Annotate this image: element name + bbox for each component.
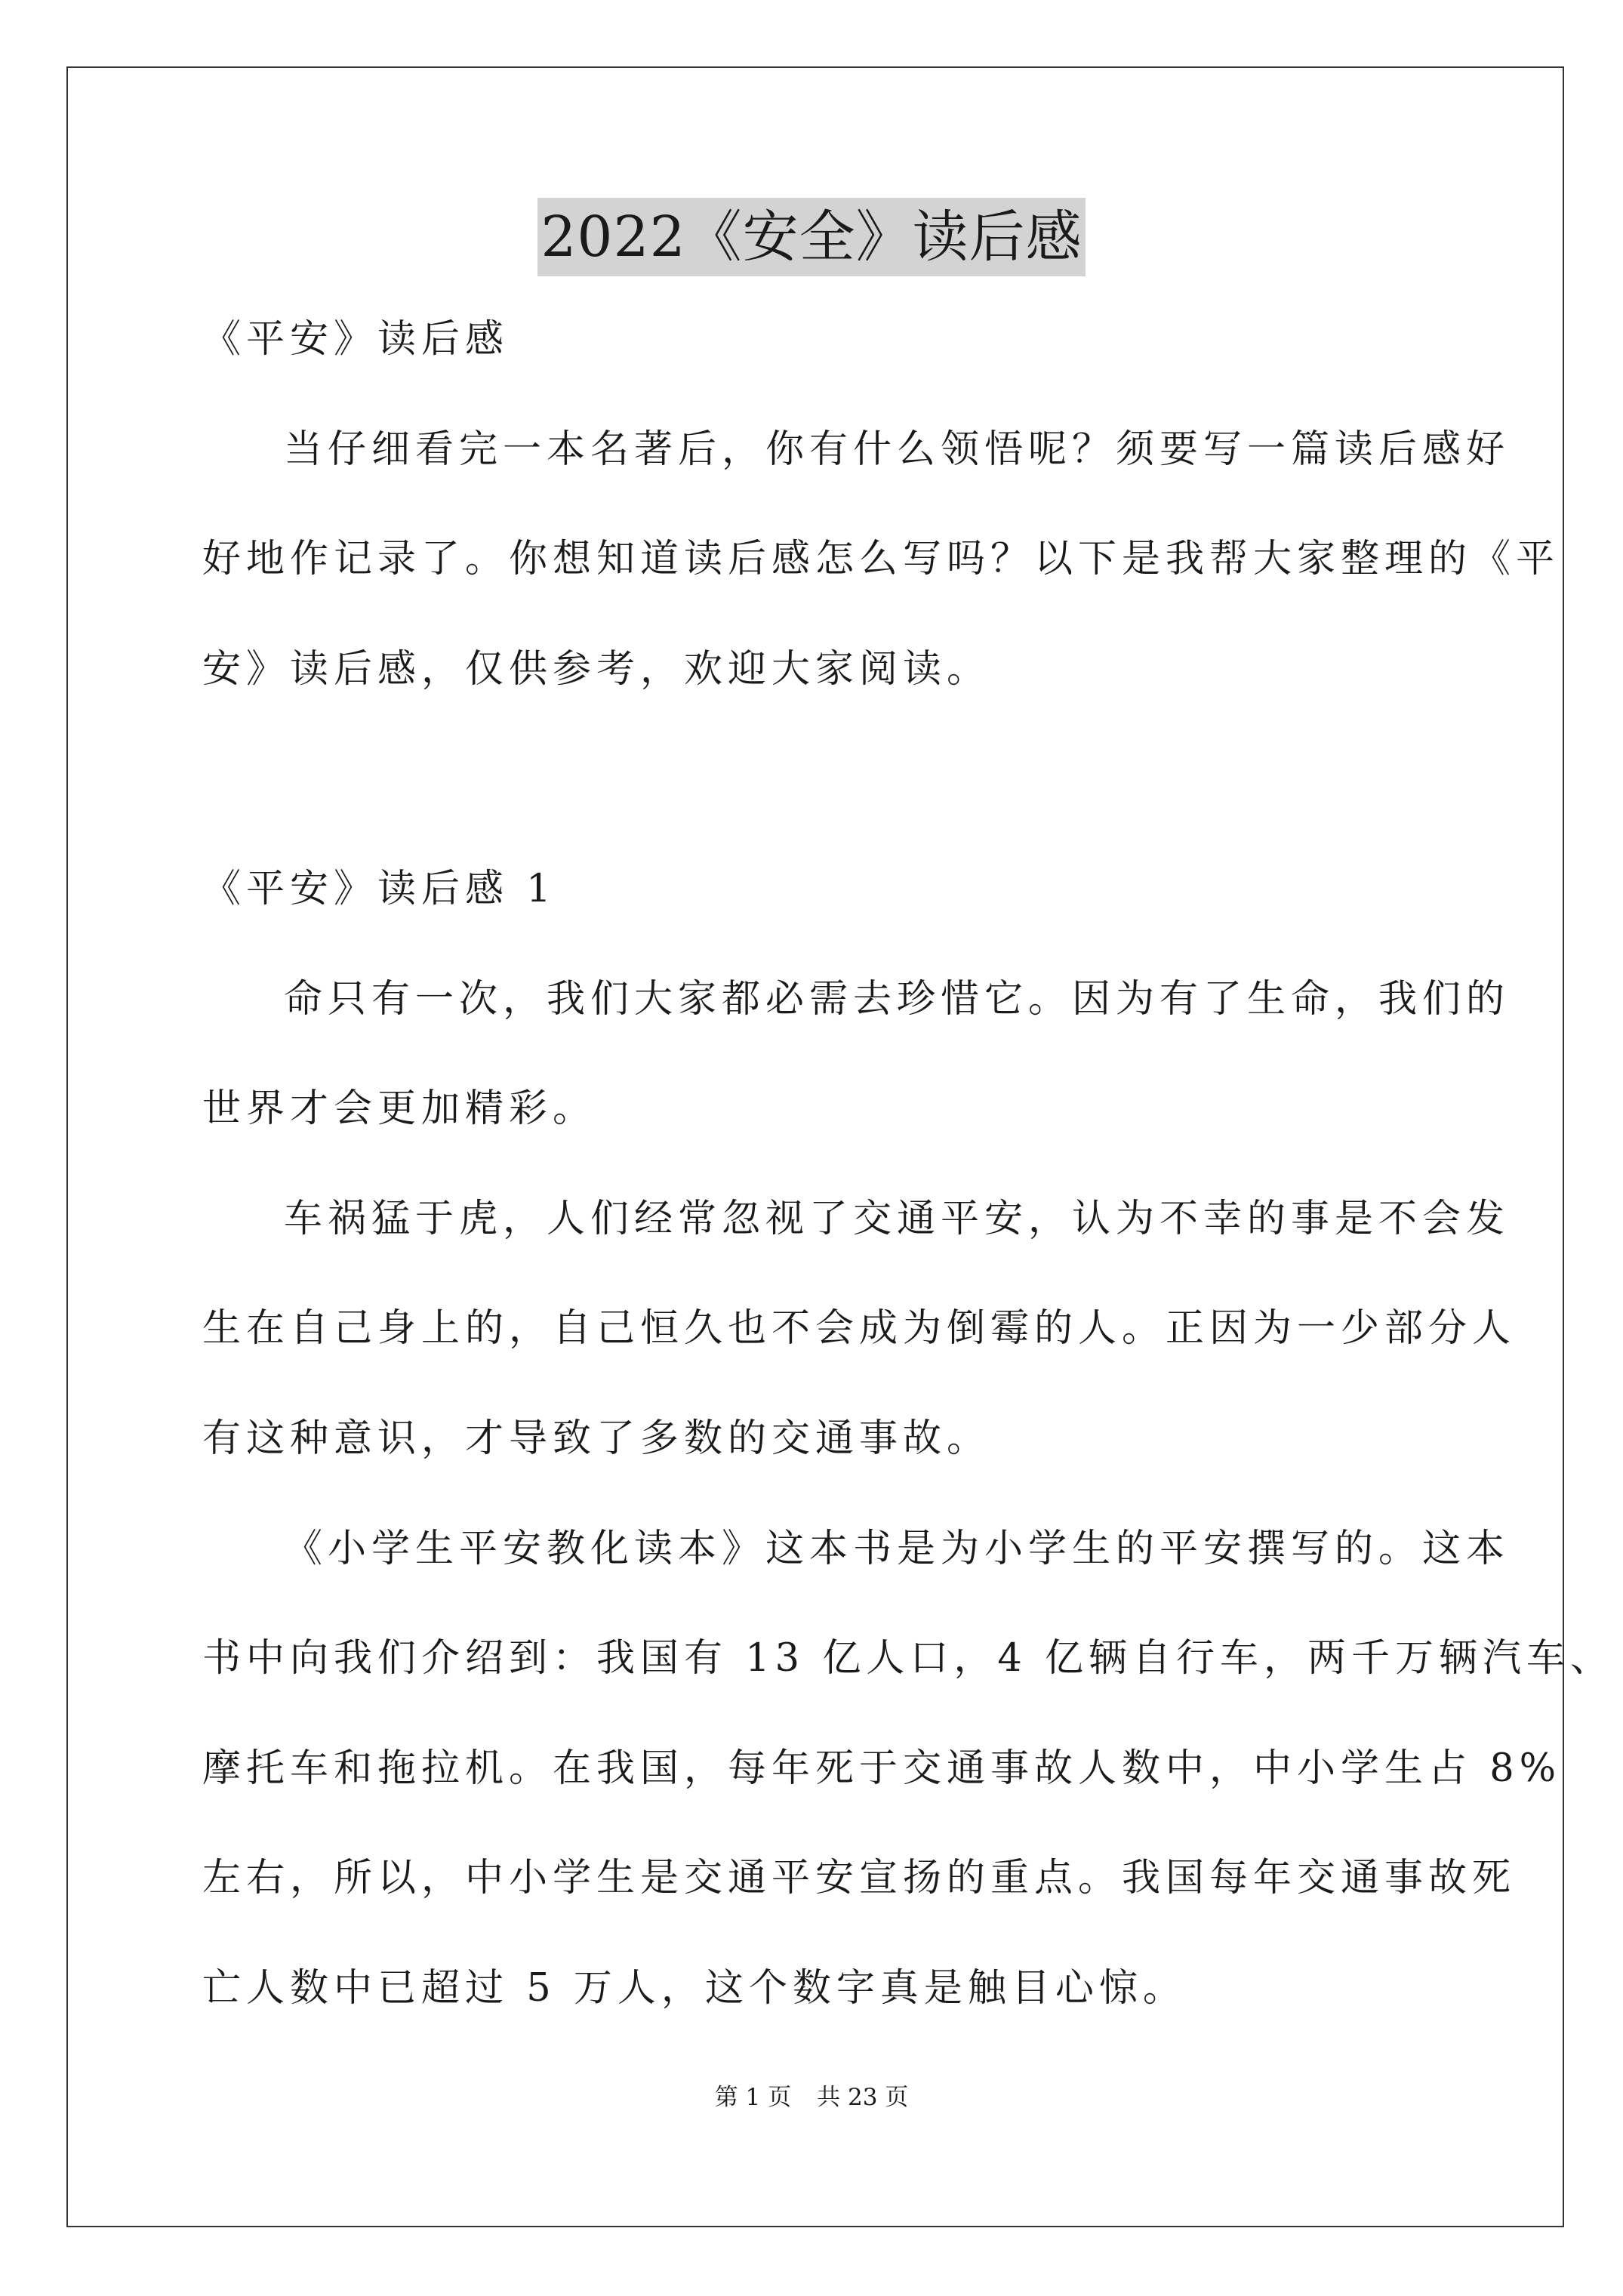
total-pages: 共 23 页: [817, 2084, 909, 2111]
paragraph-line: 书中向我们介绍到：我国有 13 亿人口，4 亿辆自行车，两千万辆汽车、: [202, 1636, 1614, 1681]
paragraph-line: 生在自己身上的，自己恒久也不会成为倒霉的人。正因为一少部分人: [202, 1306, 1517, 1351]
paragraph-line: 命只有一次，我们大家都必需去珍惜它。因为有了生命，我们的: [284, 976, 1511, 1022]
paragraph-line: 摩托车和拖拉机。在我国，每年死于交通事故人数中，中小学生占 8%: [202, 1746, 1562, 1791]
paragraph-line: 亡人数中已超过 5 万人，这个数字真是触目心惊。: [202, 1965, 1187, 2011]
paragraph-line: 《小学生平安教化读本》这本书是为小学生的平安撰写的。这本: [284, 1526, 1511, 1571]
paragraph-line: 车祸猛于虎，人们经常忽视了交通平安，认为不幸的事是不会发: [284, 1196, 1511, 1241]
blank-line: [202, 751, 1442, 861]
paragraph-line: 世界才会更加精彩。: [202, 1086, 597, 1132]
document-title: 2022《安全》读后感: [537, 198, 1085, 276]
paragraph-line: 有这种意识，才导致了多数的交通事故。: [202, 1416, 991, 1461]
title-container: [0, 198, 1623, 276]
paragraph-line: 当仔细看完一本名著后，你有什么领悟呢？须要写一篇读后感好: [284, 427, 1511, 472]
section-heading: 《平安》读后感: [202, 317, 510, 362]
page-footer: [0, 2081, 1623, 2114]
paragraph-line: 安》读后感，仅供参考，欢迎大家阅读。: [202, 646, 991, 692]
section-heading: 《平安》读后感 1: [202, 866, 556, 911]
page-number: 第 1 页: [714, 2084, 792, 2111]
paragraph-line: 左右，所以，中小学生是交通平安宣扬的重点。我国每年交通事故死: [202, 1856, 1517, 1901]
paragraph-line: 好地作记录了。你想知道读后感怎么写吗？以下是我帮大家整理的《平: [202, 537, 1560, 582]
document-body: [202, 312, 1614, 2071]
